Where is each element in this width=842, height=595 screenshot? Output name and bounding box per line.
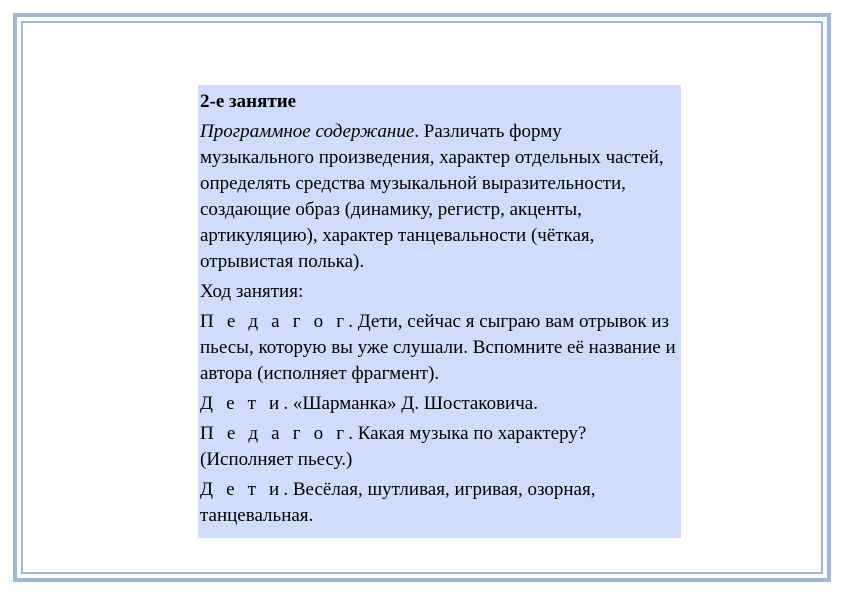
dialogue-line [200, 391, 677, 417]
dialogue-text: . Дети, сейчас я сыграю вам отрывок из пьесы, которую вы уже слушали. Вспомните её название и автора (исполняет фрагмент). [200, 311, 676, 384]
dialogue-text: . Весёлая, шутливая, игривая, озорная, танцевальная. [200, 479, 596, 526]
lesson-heading: 2-е занятие [200, 91, 297, 112]
lesson-text-box [198, 85, 681, 538]
dialogue-line [200, 477, 677, 529]
dialogue-text: . Какая музыка по характеру? (Исполняет пьесу.) [200, 423, 587, 470]
goal-text: . Различать форму музыкального произведения, характер отдельных частей, определять средства музыкальной выразительности, создающие образ (динамику, регистр, акценты, артикуляцию), характер танцевальности (чёткая, отрывистая полька). [200, 121, 664, 272]
lesson-progress-label: Ход занятия: [200, 281, 304, 302]
dialogue-line [200, 421, 677, 473]
speaker-name: П е д а г о г [200, 311, 349, 332]
dialogue-text: . «Шарманка» Д. Шостаковича. [283, 393, 538, 414]
speaker-name: Д е т и [200, 479, 284, 500]
goal-lead: Программное содержание [200, 121, 415, 142]
speaker-name: П е д а г о г [200, 423, 349, 444]
dialogue-line [200, 309, 677, 387]
lesson-goal [200, 119, 677, 275]
speaker-name: Д е т и [200, 393, 284, 414]
